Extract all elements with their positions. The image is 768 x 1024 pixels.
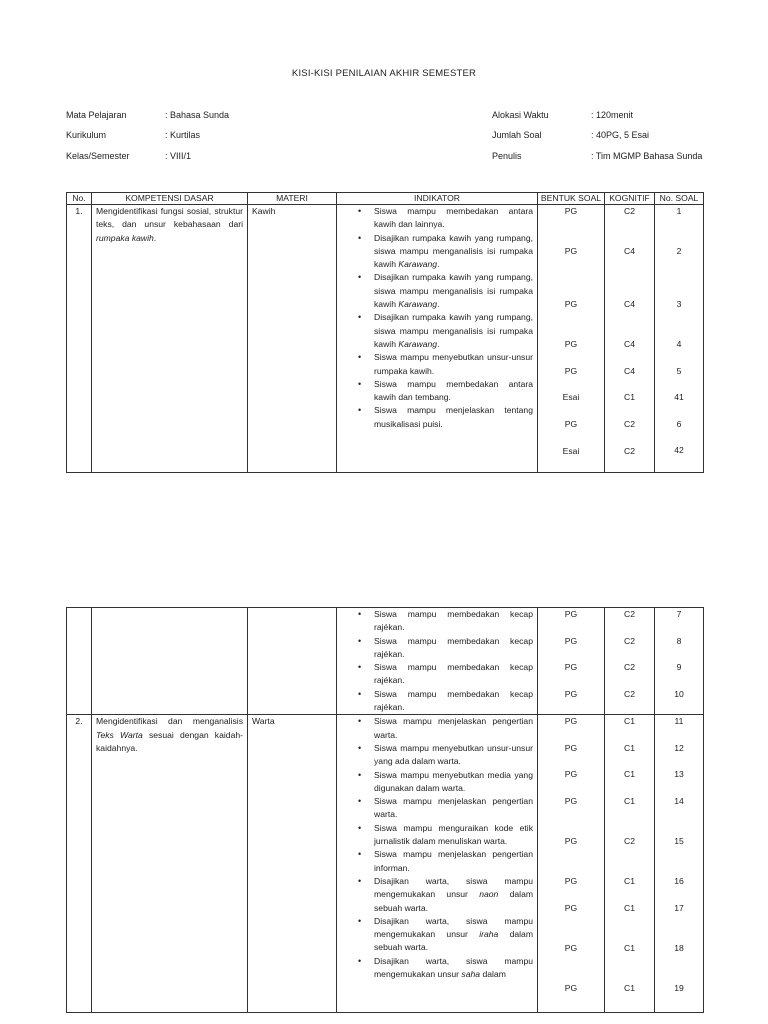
list-item: • Disajikan rumpaka kawih yang rumpang, siswa mampu menganalisis isi rumpaka kawih Karawang.	[374, 311, 533, 351]
meta-label-kelas: Kelas/Semester	[66, 151, 130, 161]
list-item: • Disajikan rumpaka kawih yang rumpang, siswa mampu menganalisis isi rumpaka kawih Karawang.	[374, 271, 533, 311]
meta-label-jumlah: Jumlah Soal	[492, 130, 542, 140]
list-item: • Siswa mampu membedakan kecap rajékan.	[374, 661, 533, 688]
meta-value-kelas: : VIII/1	[165, 151, 192, 161]
list-item: • Siswa mampu menguraikan kode etik jurnalistik dalam menuliskan warta.	[374, 822, 533, 849]
list-item: • Siswa mampu menyebutkan unsur-unsur rumpaka kawih.	[374, 351, 533, 378]
bentuk-soal-cell: PG PG PG PG PG Esai PG Esai	[538, 205, 605, 473]
kisi-table-2	[66, 607, 704, 1013]
list-item: • Disajikan warta, siswa mampu mengemukakan unsur saha dalam	[374, 955, 533, 982]
list-item: • Siswa mampu menjelaskan pengertian warta.	[374, 795, 533, 822]
kognitif-cell: C1 C1 C1 C1 C2 C1 C1 C1 C1	[605, 715, 655, 1013]
kompetensi-dasar-cell	[92, 608, 248, 715]
bentuk-soal-cell: PG PG PG PG	[538, 608, 605, 715]
table-header-row	[67, 193, 704, 205]
materi-cell: Warta	[248, 715, 337, 1013]
list-item: • Siswa mampu menjelaskan tentang musikalisasi puisi.	[374, 404, 533, 431]
no-soal-cell: 11 12 13 14 15 16 17 18 19	[655, 715, 704, 1013]
header-kognitif: KOGNITIF	[605, 193, 655, 205]
row-no: 1.	[67, 205, 92, 473]
list-item: • Siswa mampu menjelaskan pengertian informan.	[374, 848, 533, 875]
header-bentuk-soal: BENTUK SOAL	[538, 193, 605, 205]
list-item: • Siswa mampu membedakan kecap rajékan.	[374, 635, 533, 662]
list-item: • Disajikan warta, siswa mampu mengemukakan unsur iraha dalam sebuah warta.	[374, 915, 533, 955]
table-row	[67, 205, 704, 473]
indikator-cell	[337, 205, 538, 473]
meta-label-alokasi: Alokasi Waktu	[492, 110, 549, 120]
header-kompetensi: KOMPETENSI DASAR	[92, 193, 248, 205]
list-item: • Siswa mampu membedakan antara kawih dan lainnya.	[374, 205, 533, 232]
meta-value-mapel: : Bahasa Sunda	[165, 110, 230, 120]
table-row	[67, 608, 704, 715]
materi-cell: Kawih	[248, 205, 337, 473]
list-item: • Siswa mampu membedakan kecap rajékan.	[374, 608, 533, 635]
list-item: • Siswa mampu menyebutkan media yang digunakan dalam warta.	[374, 769, 533, 796]
list-item: • Disajikan rumpaka kawih yang rumpang, siswa mampu menganalisis isi rumpaka kawih Karawang.	[374, 232, 533, 272]
meta-value-alokasi: : 120menit	[591, 110, 634, 120]
materi-cell	[248, 608, 337, 715]
meta-label-kurikulum: Kurikulum	[66, 130, 107, 140]
meta-value-penulis: : Tim MGMP Bahasa Sunda	[591, 151, 703, 161]
row-no: 2.	[67, 715, 92, 1013]
list-item: • Siswa mampu menjelaskan pengertian warta.	[374, 715, 533, 742]
table-row	[67, 715, 704, 1013]
kompetensi-dasar-cell: Mengidentifikasi fungsi sosial, struktur teks, dan unsur kebahasaan dari rumpaka kawih.	[92, 205, 248, 473]
meta-label-mapel: Mata Pelajaran	[66, 110, 127, 120]
meta-value-jumlah: : 40PG, 5 Esai	[591, 130, 650, 140]
list-item: • Siswa mampu membedakan antara kawih dan tembang.	[374, 378, 533, 405]
no-soal-cell: 1 2 3 4 5 41 6 42	[655, 205, 704, 473]
indikator-cell	[337, 715, 538, 1013]
list-item: • Siswa mampu menyebutkan unsur-unsur yang ada dalam warta.	[374, 742, 533, 769]
page-title: KISI-KISI PENILAIAN AKHIR SEMESTER	[291, 68, 477, 79]
no-soal-cell: 7 8 9 10	[655, 608, 704, 715]
header-indikator: INDIKATOR	[337, 193, 538, 205]
indikator-cell	[337, 608, 538, 715]
meta-label-penulis: Penulis	[492, 151, 522, 161]
kognitif-cell: C2 C2 C2 C2	[605, 608, 655, 715]
bentuk-soal-cell: PG PG PG PG PG PG PG PG PG	[538, 715, 605, 1013]
list-item: • Siswa mampu membedakan kecap rajékan.	[374, 688, 533, 715]
header-materi: MATERI	[248, 193, 337, 205]
row-no	[67, 608, 92, 715]
header-no-soal: No. SOAL	[655, 193, 704, 205]
kompetensi-dasar-cell: Mengidentifikasi dan menganalisis Teks Warta sesuai dengan kaidah-kaidahnya.	[92, 715, 248, 1013]
list-item: • Disajikan warta, siswa mampu mengemukakan unsur naon dalam sebuah warta.	[374, 875, 533, 915]
header-no: No.	[67, 193, 92, 205]
kisi-table-1	[66, 192, 704, 473]
kognitif-cell: C2 C4 C4 C4 C4 C1 C2 C2	[605, 205, 655, 473]
meta-value-kurikulum: : Kurtilas	[165, 130, 201, 140]
